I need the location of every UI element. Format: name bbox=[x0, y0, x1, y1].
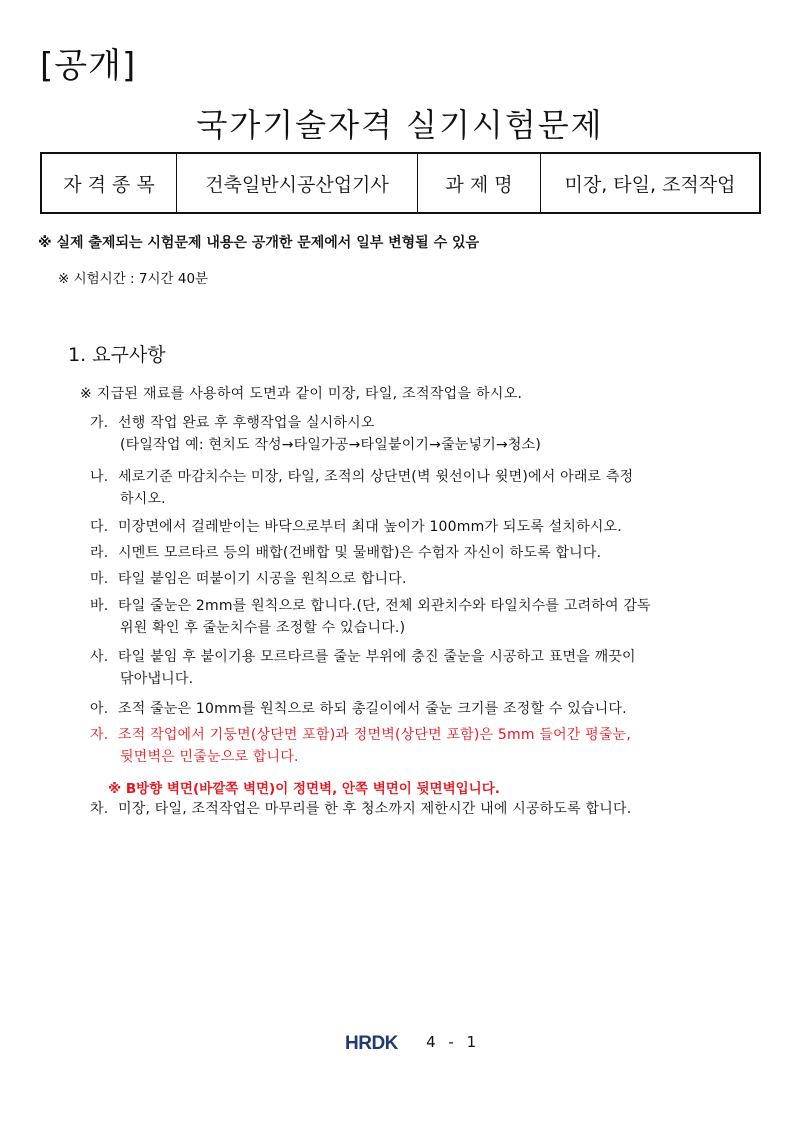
item-line: 시멘트 모르타르 등의 배합(건배합 및 물배합)은 수험자 자신이 하도록 합니다. bbox=[118, 545, 602, 561]
list-item bbox=[90, 568, 762, 590]
item-marker: 가. bbox=[90, 415, 109, 431]
page-number: 4 - 1 bbox=[426, 1032, 481, 1051]
hrdk-logo bbox=[345, 1032, 407, 1052]
intro-text: ※ 지급된 재료를 사용하여 도면과 같이 미장, 타일, 조적작업을 하시오. bbox=[80, 386, 523, 402]
item-line: 위원 확인 후 줄눈치수를 조정할 수 있습니다.) bbox=[120, 620, 406, 636]
item-marker: 사. bbox=[90, 649, 109, 665]
item-line: 세로기준 마감치수는 미장, 타일, 조적의 상단면(벽 윗선이나 윗면)에서 아래로 측정 bbox=[118, 469, 634, 485]
item-line: (타일작업 예: 현치도 작성→타일가공→타일붙이기→줄눈넣기→청소) bbox=[120, 437, 542, 453]
item-marker: 다. bbox=[90, 519, 109, 535]
item-line: 뒷면벽은 민줄눈으로 합니다. bbox=[120, 749, 299, 765]
item-line: 조적 작업에서 기둥면(상단면 포함)과 정면벽(상단면 포함)은 5mm 들어간 평줄눈, bbox=[118, 727, 632, 743]
page-title: 국가기술자격 실기시험문제 bbox=[196, 106, 604, 144]
item-line: 닦아냅니다. bbox=[120, 671, 194, 687]
item-marker: 아. bbox=[90, 701, 109, 717]
section-title: 1. 요구사항 bbox=[68, 344, 166, 366]
item-line: 미장면에서 걸레받이는 바닥으로부터 최대 높이가 100mm가 되도록 설치하시오. bbox=[118, 519, 622, 535]
logo-text: HRDK bbox=[345, 1032, 398, 1052]
qualification-value: 건축일반시공산업기사 bbox=[177, 153, 418, 213]
page-footer bbox=[345, 1031, 480, 1053]
list-item bbox=[90, 542, 762, 564]
task-label: 과 제 명 bbox=[418, 153, 541, 213]
item-line: 선행 작업 완료 후 후행작업을 실시하시오 bbox=[118, 415, 375, 431]
list-item bbox=[90, 412, 762, 456]
list-item bbox=[90, 646, 762, 690]
item-line: 조적 줄눈은 10mm를 원칙으로 하되 총길이에서 줄눈 크기를 조정할 수 있습니다. bbox=[118, 701, 627, 717]
item-line: 타일 줄눈은 2mm를 원칙으로 합니다.(단, 전체 외관치수와 타일치수를 고려하여 감독 bbox=[118, 598, 651, 614]
list-item-emphasis bbox=[90, 724, 762, 768]
info-table bbox=[40, 152, 761, 214]
item-line: 타일 붙임은 떠붙이기 시공을 원칙으로 합니다. bbox=[118, 571, 407, 587]
item-line: 타일 붙임 후 붙이기용 모르타르를 줄눈 부위에 충진 줄눈을 시공하고 표면을 깨끗이 bbox=[118, 649, 636, 665]
notice-text: ※ 실제 출제되는 시험문제 내용은 공개한 문제에서 일부 변형될 수 있음 bbox=[38, 235, 480, 251]
item-marker: 바. bbox=[90, 598, 109, 614]
item-marker: 마. bbox=[90, 571, 109, 587]
list-item bbox=[90, 595, 762, 639]
task-value: 미장, 타일, 조적작업 bbox=[541, 153, 761, 213]
item-marker: 자. bbox=[90, 727, 109, 743]
item-marker: 차. bbox=[90, 801, 109, 817]
item-line: 미장, 타일, 조적작업은 마무리를 한 후 청소까지 제한시간 내에 시공하도록 합니다. bbox=[118, 801, 632, 817]
item-marker: 라. bbox=[90, 545, 109, 561]
item-marker: 나. bbox=[90, 469, 109, 485]
b-direction-note: ※ B방향 벽면(바깥쪽 벽면)이 정면벽, 안쪽 벽면이 뒷면벽입니다. bbox=[108, 781, 500, 797]
exam-time: ※ 시험시간 : 7시간 40분 bbox=[58, 271, 209, 287]
open-tag: [공개] bbox=[40, 46, 137, 86]
list-item bbox=[90, 698, 762, 720]
item-line: 하시오. bbox=[120, 491, 166, 507]
list-item bbox=[90, 516, 762, 538]
list-item bbox=[90, 798, 762, 820]
list-item bbox=[90, 466, 762, 510]
qualification-label: 자 격 종 목 bbox=[41, 153, 177, 213]
